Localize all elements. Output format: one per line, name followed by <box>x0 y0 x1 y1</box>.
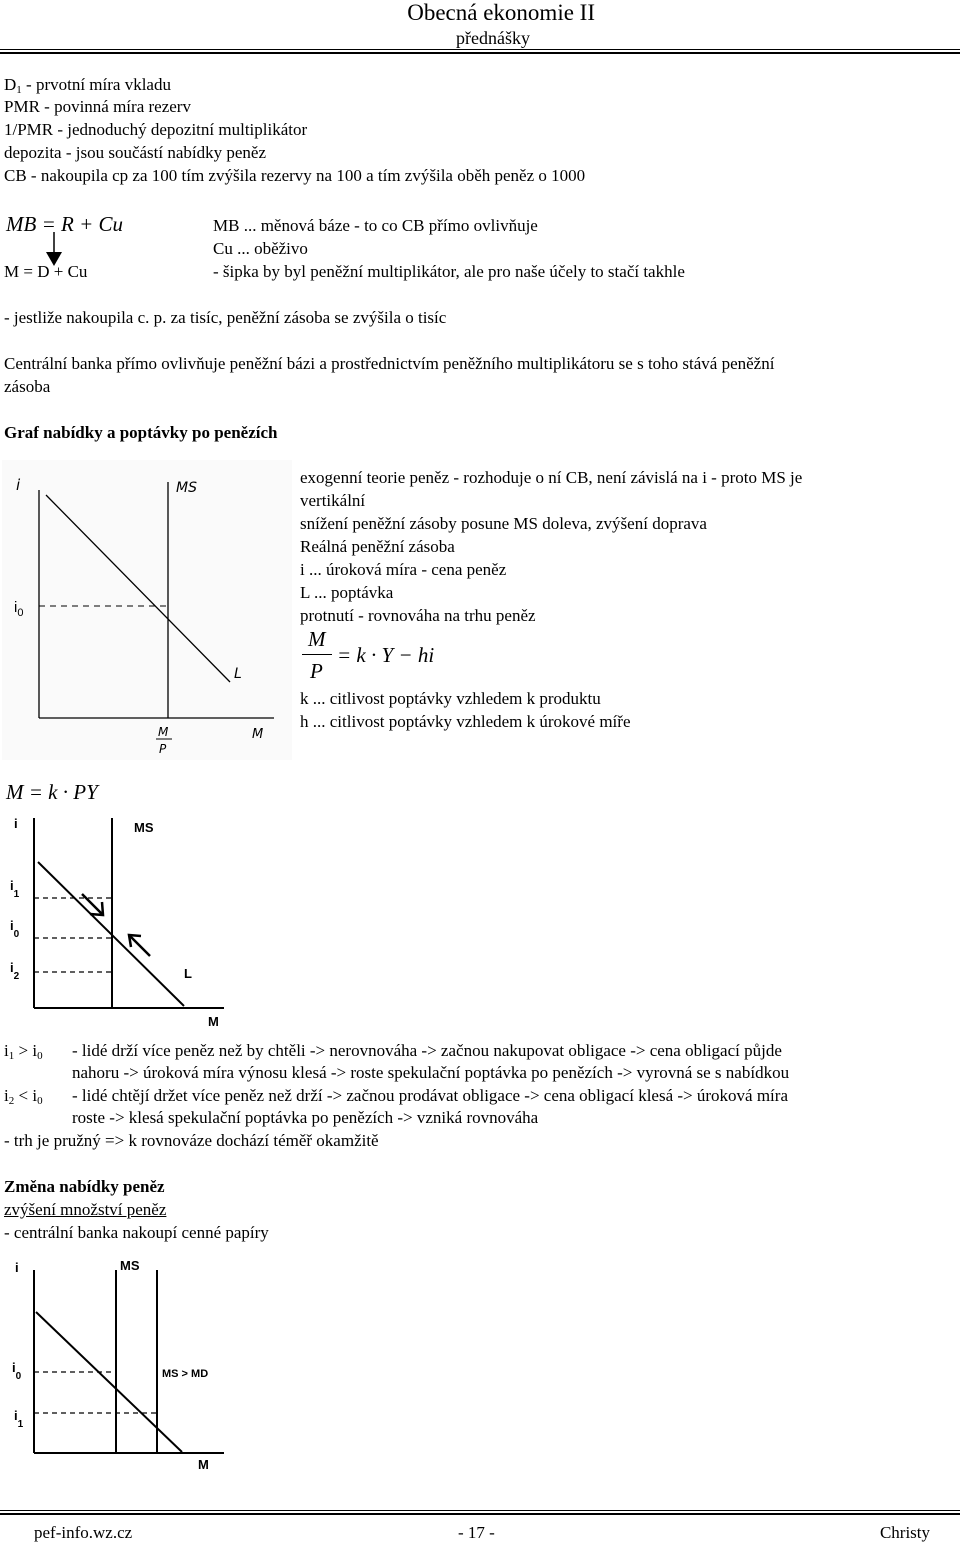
graph2-ms-label: MS <box>134 820 154 835</box>
m-formula: M = D + Cu <box>4 262 88 281</box>
graph3-demand-line <box>36 1312 182 1452</box>
def-d1: $D_1$ - prvotní míra vkladu <box>4 75 171 96</box>
g1-text-2: vertikální <box>300 491 366 510</box>
mb-formula: MB = R + Cu <box>6 212 123 236</box>
g1-text-6: L ... poptávka <box>300 583 394 602</box>
graph2-l-label: L <box>184 966 192 981</box>
supply-change-heading: Změna nabídky peněz <box>4 1177 165 1196</box>
cb-paragraph-line2: zásoba <box>4 377 51 396</box>
footer-rule-thick <box>0 1513 960 1515</box>
graph2-i1-label: $i_1$ <box>10 878 20 900</box>
graph3-x-label: M <box>198 1457 209 1472</box>
graph3-ms-md-label: MS > MD <box>162 1368 209 1380</box>
g1-text-7: protnutí - rovnováha na trhu peněz <box>300 606 536 625</box>
def-deposits: depozita - jsou součástí nabídky peněz <box>4 143 267 162</box>
formula-rhs: = k · Y − hi <box>337 643 435 667</box>
interest-adjustment-graph <box>2 810 232 1032</box>
graph1-l-label: L <box>234 666 242 682</box>
case1-text-line2: nahoru -> úroková míra výnosu klesá -> roste spekulační poptávka po penězích -> vyrovná se s nabídkou <box>72 1063 790 1082</box>
graph2-i0-label: $i_0$ <box>10 918 20 940</box>
supply-increase-subheading: zvýšení množství peněz <box>4 1200 167 1219</box>
graph1-x-label: M <box>252 727 264 742</box>
mb-description: MB ... měnová báze - to co CB přímo ovlivňuje <box>213 216 538 235</box>
money-market-graph <box>2 460 292 760</box>
def-pmr: PMR - povinná míra rezerv <box>4 97 191 116</box>
case2-condition: $i_2 < i_0$ <box>4 1086 43 1107</box>
purchase-note: - jestliže nakoupila c. p. za tisíc, peněžní zásoba se zvýšila o tisíc <box>4 308 447 327</box>
graph3-y-label: i <box>15 1260 19 1275</box>
case1-text-line1: - lidé drží více peněz než by chtěli -> nerovnováha -> začnou nakupovat obligace -> cena obligací půjde <box>72 1041 782 1060</box>
cb-paragraph-line1: Centrální banka přímo ovlivňuje peněžní bázi a prostřednictvím peněžního multiplikátoru se s toho stává peněžní <box>4 354 775 373</box>
def-cb: CB - nakoupila cp za 100 tím zvýšila rezervy na 100 a tím zvýšila oběh peněz o 1000 <box>4 166 586 185</box>
graph2-down-arrow-icon <box>82 894 102 914</box>
graph2-i2-label: $i_2$ <box>10 960 20 982</box>
graph1-y-label: i <box>16 476 21 494</box>
graph1-ms-label: MS <box>176 480 197 496</box>
graph1-i0-label: $i_0$ <box>14 599 24 619</box>
formula-numerator: M <box>308 627 326 651</box>
graph2-y-label: i <box>14 816 18 831</box>
case2-text-line1: - lidé chtějí držet více peněz než drží -> začnou prodávat obligace -> cena obligací klesá -> úroková míra <box>72 1086 788 1105</box>
g1-text-5: i ... úroková míra - cena peněz <box>300 560 507 579</box>
arrow-description: - šipka by byl peněžní multiplikátor, ale pro naše účely to stačí takhle <box>213 262 685 281</box>
cb-buys-securities-note: - centrální banka nakoupí cenné papíry <box>4 1223 269 1242</box>
case2-text-line2: roste -> klesá spekulační poptávka po penězích -> vzniká rovnováha <box>72 1108 539 1127</box>
graph3-i1-label: $i_1$ <box>14 1408 24 1430</box>
footer-rule <box>0 1510 960 1511</box>
supply-increase-graph <box>2 1250 242 1472</box>
footer-author: Christy <box>879 1523 930 1542</box>
elastic-market-note: - trh je pružný => k rovnováze dochází téměř okamžitě <box>4 1131 379 1150</box>
cu-description: Cu ... oběživo <box>213 239 308 258</box>
document-title: Obecná ekonomie II <box>407 0 595 25</box>
formula-denominator: P <box>310 659 323 683</box>
header-rule <box>0 49 960 50</box>
k-description: k ... citlivost poptávky vzhledem k produktu <box>300 689 601 708</box>
graph3-ms-label: MS <box>120 1258 140 1273</box>
quantity-formula: M = k · PY <box>6 780 98 804</box>
graph1-mp-bottom: P <box>159 742 167 756</box>
def-inv-pmr: 1/PMR - jednoduchý depozitní multiplikátor <box>4 120 308 139</box>
g1-text-3: snížení peněžní zásoby posune MS doleva, zvýšení doprava <box>300 514 707 533</box>
footer-website: pef-info.wz.cz <box>34 1523 133 1542</box>
graph1-heading: Graf nabídky a poptávky po penězích <box>4 423 278 442</box>
graph2-up-arrow-icon <box>130 936 150 956</box>
header-rule-thick <box>0 52 960 54</box>
case1-condition: $i_1 > i_0$ <box>4 1041 43 1062</box>
footer-page-number: - 17 - <box>458 1523 495 1542</box>
document-subtitle: přednášky <box>456 28 530 48</box>
g1-text-1: exogenní teorie peněz - rozhoduje o ní CB, není závislá na i - proto MS je <box>300 468 803 487</box>
graph3-i0-label: $i_0$ <box>12 1360 22 1382</box>
formula-fraction-bar <box>302 654 332 655</box>
graph1-mp-top: M <box>158 725 169 739</box>
h-description: h ... citlivost poptávky vzhledem k úrokové míře <box>300 712 631 731</box>
g1-text-4: Reálná peněžní zásoba <box>300 537 455 556</box>
graph2-x-label: M <box>208 1014 219 1029</box>
